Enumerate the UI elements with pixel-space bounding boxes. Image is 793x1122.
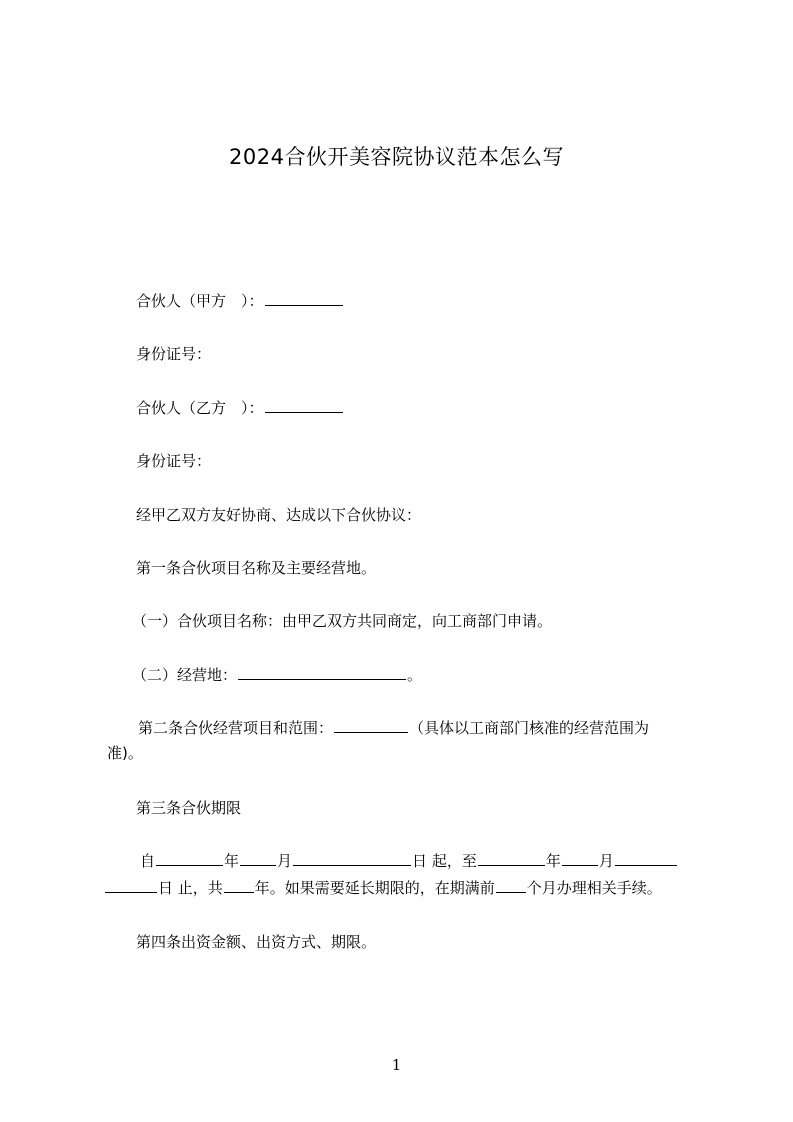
term-years-text: 年。如果需要延长期限的，在期满前 [254,879,495,897]
article1-item2-line [132,665,422,685]
article2-line [138,718,649,738]
article1-item2-end: 。 [407,666,423,684]
party-a-id-label: 身份证号： [136,345,212,363]
term-line-2 [104,878,662,898]
article1-title: 第一条合伙项目名称及主要经营地。 [136,559,377,577]
party-a-label: 合伙人（甲方 ）： [136,292,264,310]
intro-paragraph: 经甲乙双方友好协商、达成以下合伙协议： [136,506,422,524]
term-month: 月 [277,852,293,870]
term-months-text: 个月办理相关手续。 [526,879,662,897]
term-line-1 [140,851,678,871]
start-year-blank[interactable] [156,851,223,866]
party-a-id-line [136,344,211,364]
party-b-name-blank[interactable] [265,398,343,413]
party-b-id-label: 身份证号： [136,452,212,470]
term-year: 年 [224,852,240,870]
end-month-blank[interactable] [562,851,598,866]
term-end-day: 日 止，共 [158,879,223,897]
article1-item1: （一）合伙项目名称：由甲乙双方共同商定，向工商部门申请。 [132,612,553,630]
article4-title: 第四条出资金额、出资方式、期限。 [136,933,377,951]
party-b-label: 合伙人（乙方 ）： [136,399,264,417]
term-start-day: 日 起，至 [412,852,477,870]
page-number: 1 [391,1056,402,1074]
party-b-id-line [136,451,211,471]
article1-item2-label: （二）经营地： [132,666,238,684]
business-location-blank[interactable] [238,665,406,680]
term-year-2: 年 [545,852,561,870]
party-b-line [136,398,344,418]
end-day-blank-part1[interactable] [615,851,677,866]
term-from: 自 [140,852,156,870]
article2-continuation: 准)。 [107,744,143,762]
party-a-line [136,291,344,311]
article2-suffix: （具体以工商部门核准的经营范围为 [409,719,650,737]
start-day-blank[interactable] [293,851,411,866]
party-a-name-blank[interactable] [265,291,343,306]
article2-prefix: 第二条合伙经营项目和范围： [138,719,334,737]
start-month-blank[interactable] [240,851,276,866]
document-title: 2024合伙开美容院协议范本怎么写 [229,145,564,169]
end-year-blank[interactable] [478,851,545,866]
renewal-months-blank[interactable] [496,878,526,893]
term-month-2: 月 [598,852,614,870]
article3-title: 第三条合伙期限 [136,799,242,817]
total-years-blank[interactable] [224,878,254,893]
business-scope-blank[interactable] [334,718,408,733]
end-day-blank-part2[interactable] [105,878,157,893]
